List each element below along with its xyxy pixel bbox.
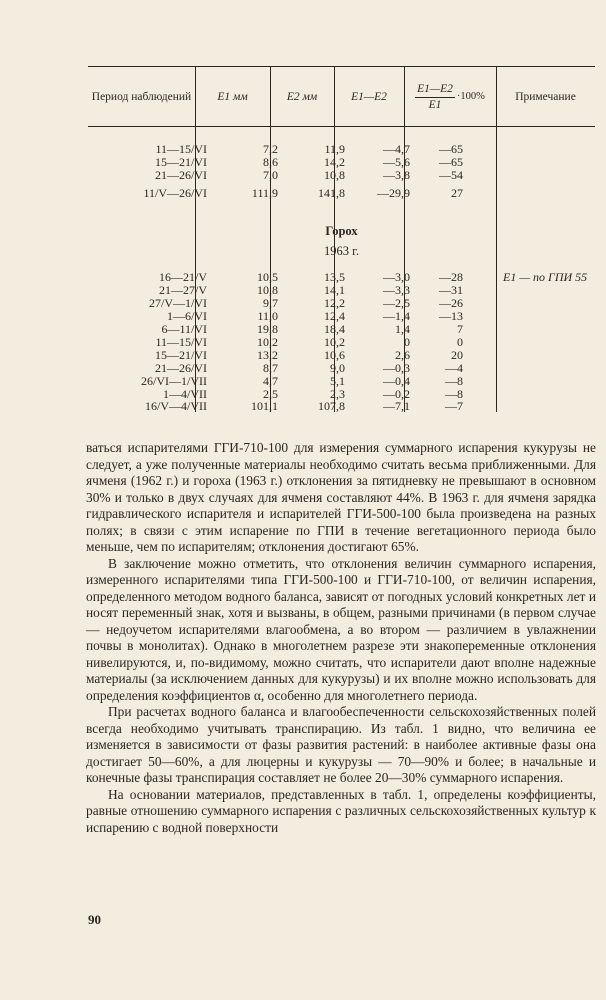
cell-e2: 14,1 xyxy=(324,283,345,297)
cell-e2: 10,6 xyxy=(324,348,345,362)
cell-diff: —5,6 xyxy=(383,155,410,169)
cell-period: 6—11/VI xyxy=(161,322,207,336)
cell-diff: —2,5 xyxy=(383,296,410,310)
cell-e2: 12,4 xyxy=(324,309,345,323)
cell-pct: 20 xyxy=(451,348,463,362)
paragraph: ваться испарителями ГГИ-710-100 для измерения суммарного испарения кукурузы не следует, а уже полученные материалы необходимо считать весьма приближенными. Для ячменя (1962 г.) и гороха (1963 г.) отклонения за пятидневку не превышают в основном 30% и только в двух случаях для ячменя составляют 44%. В 1963 г. для ячменя зарядка гидравлического испарителя и испарителей ГГИ-500-100 была произведена на разных полях; в связи с этим испарение по ГПИ в течение вегетационного периода было меньше, чем по испарителям; отклонения достигают 65%. xyxy=(86,440,596,554)
cell-period: 26/VI—1/VII xyxy=(141,374,207,388)
header-e1 xyxy=(195,72,270,122)
cell-diff: —3,0 xyxy=(383,270,410,284)
cell-period: 15—21/VI xyxy=(155,348,207,362)
cell-pct: —4 xyxy=(445,361,463,375)
cell-e2: 9,0 xyxy=(330,361,345,375)
cell-pct: —65 xyxy=(439,155,463,169)
cell-e1: 19,8 xyxy=(257,322,278,336)
header-e2 xyxy=(270,72,334,122)
ratio-denominator: E1 xyxy=(428,98,442,111)
cell-note: E1 — по ГПИ 55 xyxy=(503,270,588,284)
cell-diff: 1,4 xyxy=(395,322,410,336)
cell-e1: 111,9 xyxy=(251,186,278,200)
cell-e1: 101,1 xyxy=(251,399,278,413)
cell-e2: 141,8 xyxy=(318,186,345,200)
cell-e1: 8,7 xyxy=(263,361,278,375)
body-text xyxy=(86,440,596,836)
cell-diff: —0,2 xyxy=(383,387,410,401)
cell-diff: —7,1 xyxy=(383,399,410,413)
header-note-label: Примечание xyxy=(515,90,576,103)
cell-period: 21—27/V xyxy=(159,283,207,297)
cell-period: 15—21/VI xyxy=(155,155,207,169)
cell-e1: 4,7 xyxy=(263,374,278,388)
table-row-total xyxy=(88,187,595,200)
section-title-peas: Горох xyxy=(325,224,358,238)
cell-e1: 11,0 xyxy=(257,309,278,323)
header-period xyxy=(88,72,195,122)
cell-diff: —0,3 xyxy=(383,361,410,375)
cell-e2: 107,8 xyxy=(318,399,345,413)
cell-pct: 0 xyxy=(457,335,463,349)
cell-pct: —26 xyxy=(439,296,463,310)
cell-e1: 7,0 xyxy=(263,168,278,182)
cell-pct: —28 xyxy=(439,270,463,284)
ratio-fraction xyxy=(415,82,455,112)
page-number: 90 xyxy=(88,912,101,927)
header-e2-label: E2 мм xyxy=(286,90,318,103)
paragraph: При расчетах водного баланса и влагообеспеченности сельскохозяйственных полей всегда необходимо учитывать транспирацию. Из табл. 1 видно, что величина ее изменяется в зависимости от фазы развития растений: в наиболее активные фазы она достигает 50—60%, а для люцерны и кукурузы — 70—90% и более; в начальные и конечные фазы транспирация составляет не более 20—30% суммарного испарения. xyxy=(86,704,596,785)
cell-pct: —54 xyxy=(439,168,463,182)
section-year: 1963 г. xyxy=(324,244,359,258)
cell-period: 11—15/VI xyxy=(155,335,207,349)
table-row-total xyxy=(88,400,595,413)
cell-pct: —7 xyxy=(445,399,463,413)
paragraph: В заключение можно отметить, что отклонения величин суммарного испарения, измеренного испарителями типа ГГИ-500-100 и ГГИ-710-100, от величин испарения, определенного методом водного баланса, зависят от погодных условий конкретных лет и носят переменный знак, хотя и вызваны, в общем, разными причинами (в первом случае — недоучетом испарителями влагообмена, а во втором — различием в увлажнении почвы в монолитах). Однако в многолетнем разрезе эти знакопеременные отклонения нивелируются, и, по-видимому, можно считать, что испарители дают вполне надежные материалы (за исключением данных для кукурузы) и их вполне можно использовать для определения коэффициентов α, особенно для многолетнего периода. xyxy=(86,555,596,703)
cell-diff: —3,3 xyxy=(383,283,410,297)
cell-diff: —29,9 xyxy=(377,186,410,200)
cell-period: 21—26/VI xyxy=(155,168,207,182)
paragraph: На основании материалов, представленных в табл. 1, определены коэффициенты, равные отношению суммарного испарения с различных сельскохозяйственных культур к испарению с водной поверхности xyxy=(86,786,596,835)
cell-e2: 10,2 xyxy=(324,335,345,349)
cell-e1: 9,7 xyxy=(263,296,278,310)
header-diff xyxy=(334,72,404,122)
cell-e2: 10,8 xyxy=(324,168,345,182)
cell-e1: 2,5 xyxy=(263,387,278,401)
header-ratio xyxy=(404,72,496,122)
cell-period: 11—15/VI xyxy=(155,142,207,156)
cell-e2: 12,2 xyxy=(324,296,345,310)
cell-e1: 10,5 xyxy=(257,270,278,284)
cell-e1: 13,2 xyxy=(257,348,278,362)
cell-pct: —13 xyxy=(439,309,463,323)
cell-period: 1—4/VII xyxy=(163,387,207,401)
cell-pct: 7 xyxy=(457,322,463,336)
cell-pct: —8 xyxy=(445,374,463,388)
cell-diff: —0,4 xyxy=(383,374,410,388)
cell-e1: 10,2 xyxy=(257,335,278,349)
cell-diff: 0 xyxy=(404,335,410,349)
cell-pct: —8 xyxy=(445,387,463,401)
header-e1-label: E1 мм xyxy=(217,90,248,103)
cell-e2: 14,2 xyxy=(324,155,345,169)
cell-e1: 7,2 xyxy=(263,142,278,156)
cell-diff: 2,6 xyxy=(395,348,410,362)
table-row xyxy=(88,169,595,182)
header-note xyxy=(496,72,595,122)
cell-diff: —4,7 xyxy=(383,142,410,156)
ratio-numerator: E1—E2 xyxy=(415,82,455,97)
cell-period: 16/V—4/VII xyxy=(145,399,207,413)
ratio-suffix: ·100% xyxy=(456,91,485,103)
cell-diff: —3,8 xyxy=(383,168,410,182)
cell-period: 16—21/V xyxy=(159,270,207,284)
cell-period: 21—26/VI xyxy=(155,361,207,375)
cell-e2: 11,9 xyxy=(324,142,345,156)
cell-pct: —31 xyxy=(439,283,463,297)
cell-pct: 27 xyxy=(451,186,463,200)
cell-e2: 18,4 xyxy=(324,322,345,336)
table-top-rule xyxy=(88,66,595,67)
cell-e2: 2,3 xyxy=(330,387,345,401)
cell-pct: —65 xyxy=(439,142,463,156)
cell-diff: —1,4 xyxy=(383,309,410,323)
cell-e2: 13,5 xyxy=(324,270,345,284)
cell-e1: 8,6 xyxy=(263,155,278,169)
header-diff-label: E1—E2 xyxy=(351,90,387,103)
table-header-rule xyxy=(88,126,595,127)
cell-e2: 5,1 xyxy=(330,374,345,388)
cell-period: 1—6/VI xyxy=(167,309,207,323)
cell-period: 11/V—26/VI xyxy=(143,186,207,200)
header-period-label: Период наблюдений xyxy=(91,90,192,103)
cell-period: 27/V—1/VI xyxy=(149,296,207,310)
cell-e1: 10,8 xyxy=(257,283,278,297)
